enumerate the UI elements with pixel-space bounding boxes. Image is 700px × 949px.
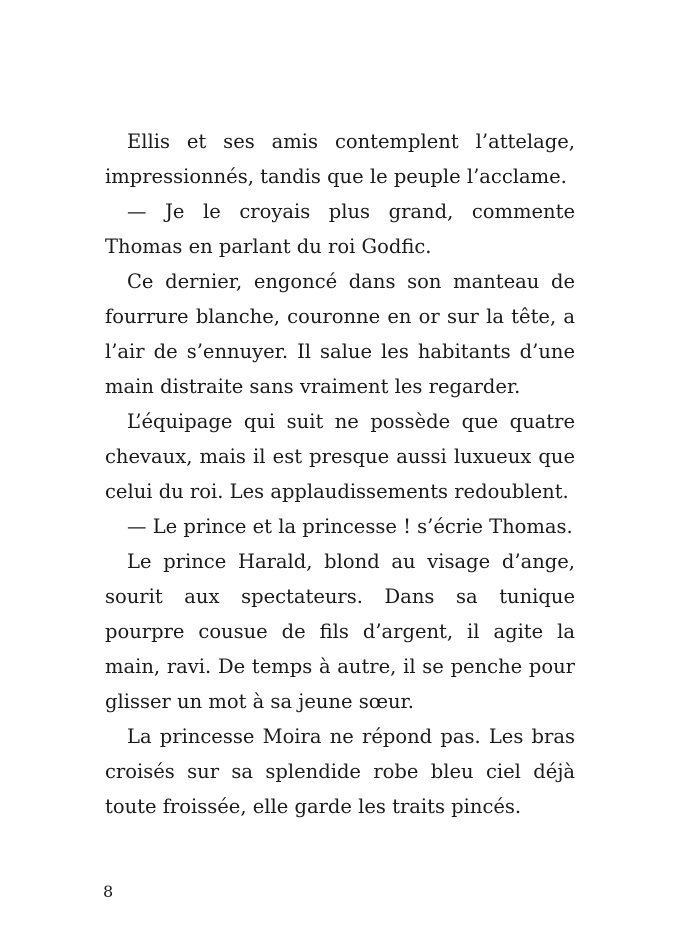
paragraph: Ce dernier, engoncé dans son manteau de fourrure blanche, couronne en or sur la tête, a l’air de s’ennuyer. Il salue les habitants d’une main distraite sans vraiment les regarder. xyxy=(105,270,575,398)
paragraph: Ellis et ses amis contemplent l’attelage, impressionnés, tandis que le peuple l’acclame. xyxy=(105,130,575,188)
page-number: 8 xyxy=(103,882,114,901)
paragraph: L’équipage qui suit ne possède que quatre chevaux, mais il est presque aussi luxueux que celui du roi. Les applaudissements redoublent. xyxy=(105,410,575,503)
paragraph: Le prince Harald, blond au visage d’ange, sourit aux spectateurs. Dans sa tunique pourpre cousue de fils d’argent, il agite la main, ravi. De temps à autre, il se penche pour glisser un mot à sa jeune sœur. xyxy=(105,550,575,713)
body-text xyxy=(105,124,575,824)
paragraph: — Le prince et la princesse ! s’écrie Thomas. xyxy=(127,515,573,538)
paragraph: — Je le croyais plus grand, commente Thomas en parlant du roi Godfic. xyxy=(105,200,575,258)
paragraph: La princesse Moira ne répond pas. Les bras croisés sur sa splendide robe bleu ciel déjà toute froissée, elle garde les traits pincés. xyxy=(105,725,575,818)
